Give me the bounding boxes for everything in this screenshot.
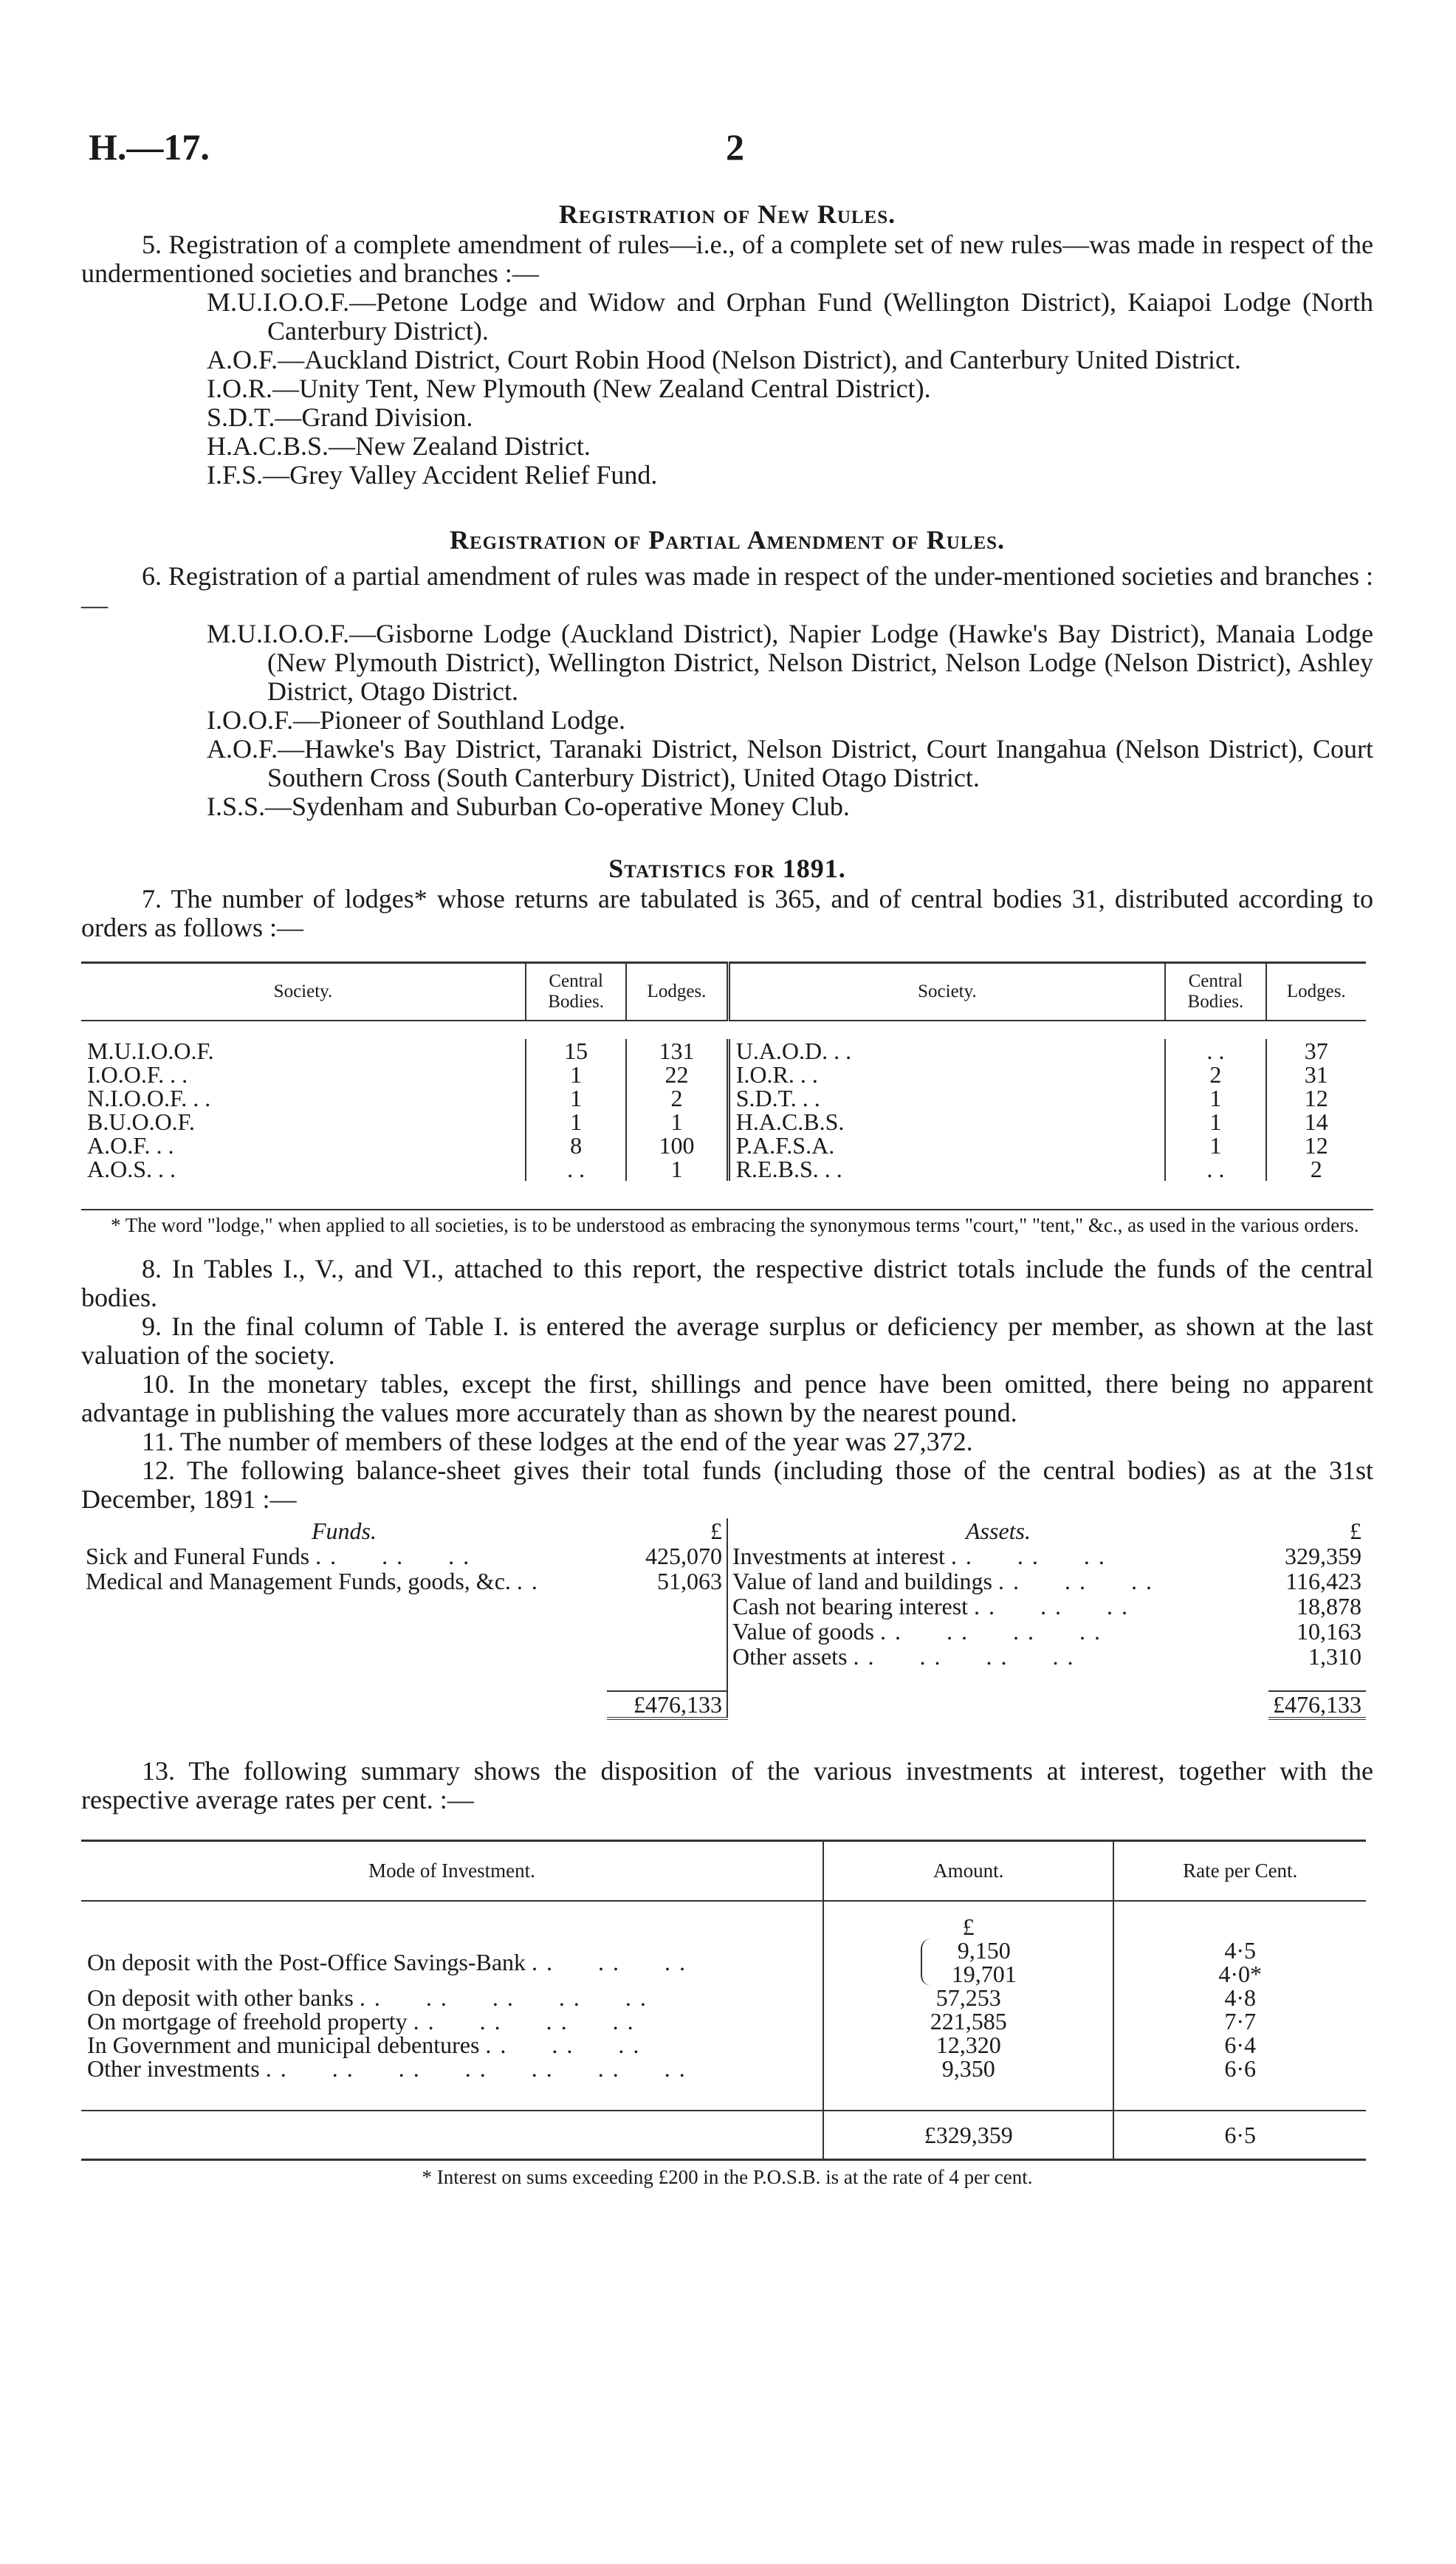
lodges-table	[81, 962, 1366, 1199]
fund-label: Sick and Funeral Funds	[86, 1543, 310, 1569]
new-rules-list	[207, 288, 1373, 490]
funds-total: £476,133	[607, 1691, 727, 1718]
lodges-cell: 1	[626, 1157, 728, 1181]
funds-heading: Funds.	[312, 1518, 377, 1544]
mode-label: Other investments	[87, 2055, 260, 2082]
lodges-cell: 14	[1266, 1110, 1366, 1134]
table-row	[81, 1619, 1366, 1644]
society-cell	[728, 1110, 1165, 1134]
lodges-cell: 12	[1266, 1134, 1366, 1157]
society-name: S.D.T. . .	[735, 1085, 820, 1111]
paragraph-12: 12. The following balance-sheet gives their total funds (including those of the central bodies) as at the 31st December, 1891 :—	[81, 1456, 1373, 1514]
leader-dots: . . . . . . . .	[853, 1643, 1075, 1670]
table-row	[81, 1110, 1366, 1134]
central-bodies-cell: 8	[526, 1134, 626, 1157]
leader-dots: . . . . . .	[315, 1543, 471, 1569]
central-bodies-cell: . .	[1165, 1157, 1266, 1181]
paragraph-9: 9. In the final column of Table I. is entered the average surplus or deficiency per member, as shown at the last valuation of the society.	[81, 1312, 1373, 1370]
asset-value-cell: 116,423	[1285, 1568, 1361, 1594]
fund-label-cell	[81, 1594, 607, 1619]
asset-label: Investments at interest	[732, 1543, 945, 1569]
leader-dots: . . . . . .	[950, 1543, 1106, 1569]
table-row	[81, 1543, 1366, 1569]
society-cell	[81, 1063, 526, 1086]
central-bodies-cell: 1	[526, 1063, 626, 1086]
central-bodies-cell: 1	[1165, 1134, 1266, 1157]
lodges-cell: 100	[626, 1134, 728, 1157]
document-page	[81, 126, 1373, 2189]
asset-label: Value of land and buildings	[732, 1568, 992, 1594]
rate-value: 6·4	[1113, 2033, 1366, 2057]
mode-label: On mortgage of freehold property	[87, 2008, 408, 2035]
lodges-cell: 37	[1266, 1039, 1366, 1063]
mode-label: On deposit with other banks	[87, 1984, 354, 2011]
rate-value: 7·7	[1113, 2009, 1366, 2033]
col-mode-of-investment: Mode of Investment.	[368, 1859, 535, 1882]
fund-label-cell	[81, 1543, 607, 1569]
pound-sign: £	[1350, 1518, 1361, 1544]
mode-cell	[81, 2033, 823, 2057]
col-lodges: Lodges.	[626, 963, 728, 1021]
rate-value: 4·0*	[1218, 1961, 1263, 1987]
lodges-cell: 22	[626, 1063, 728, 1086]
table-row	[81, 1939, 1366, 1986]
list-item: M.U.I.O.O.F.—Petone Lodge and Widow and Orphan Fund (Wellington District), Kaiapoi Lodge (North Canterbury District).	[207, 287, 1373, 346]
society-name: M.U.I.O.O.F.	[87, 1038, 214, 1064]
society-cell	[81, 1110, 526, 1134]
footnote-posb: * Interest on sums exceeding £200 in the P.O.S.B. is at the rate of 4 per cent.	[422, 2166, 1033, 2188]
mode-label: In Government and municipal debentures	[87, 2032, 480, 2058]
society-cell	[728, 1063, 1165, 1086]
mode-label: On deposit with the Post-Office Savings-Bank	[87, 1949, 526, 1975]
mode-cell	[81, 1986, 823, 2009]
central-bodies-cell: 1	[526, 1086, 626, 1110]
total-rate: 6·5	[1113, 2111, 1366, 2160]
society-name: A.O.F. . .	[87, 1132, 174, 1159]
society-name: I.O.R. . .	[735, 1061, 818, 1088]
investments-table	[81, 1840, 1366, 2161]
table-row	[81, 1569, 1366, 1594]
assets-heading: Assets.	[727, 1518, 1268, 1543]
mode-cell	[81, 1939, 823, 1986]
document-id: H.—17.	[89, 126, 210, 168]
central-bodies-cell: 2	[1165, 1063, 1266, 1086]
list-item: I.F.S.—Grey Valley Accident Relief Fund.	[207, 460, 658, 490]
society-cell	[81, 1157, 526, 1181]
leader-dots: . . . . . . . . . .	[359, 1984, 648, 2011]
fund-label-cell	[81, 1644, 607, 1669]
heading-statistics: Statistics for 1891.	[608, 854, 846, 883]
amount-value: 9,150	[957, 1937, 1011, 1964]
leader-dots: . .	[516, 1568, 539, 1594]
paragraph-7: 7. The number of lodges* whose returns are tabulated is 365, and of central bodies 31, distributed according to orders as follows :—	[81, 884, 1373, 942]
lodges-cell: 2	[626, 1086, 728, 1110]
total-row	[81, 1691, 1366, 1718]
rate-value: 4·8	[1113, 1986, 1366, 2009]
table-row	[81, 1594, 1366, 1619]
paragraph-10: 10. In the monetary tables, except the first, shillings and pence have been omitted, there being no apparent advantage in publishing the values more accurately than as shown by the nearest pound.	[81, 1369, 1373, 1427]
society-name: H.A.C.B.S.	[735, 1108, 845, 1135]
central-bodies-cell: 15	[526, 1039, 626, 1063]
fund-value-cell	[607, 1644, 727, 1669]
asset-label-cell	[727, 1569, 1268, 1594]
table-row	[81, 1134, 1366, 1157]
asset-value-cell: 1,310	[1308, 1643, 1361, 1670]
table-spacer	[81, 2080, 1366, 2111]
fund-value-cell	[607, 1594, 727, 1619]
paragraph-13: 13. The following summary shows the disposition of the various investments at interest, together with the respective average rates per cent. :—	[81, 1756, 1373, 1814]
leader-dots: . . . . . . . .	[413, 2008, 635, 2035]
lodges-cell: 2	[1266, 1157, 1366, 1181]
amount-value: 19,701	[951, 1961, 1017, 1987]
society-cell	[728, 1039, 1165, 1063]
asset-label: Other assets	[732, 1643, 848, 1670]
col-society: Society.	[728, 963, 1165, 1021]
balance-header-row	[81, 1518, 1366, 1543]
total-row	[81, 2111, 1366, 2160]
central-bodies-cell: 1	[1165, 1086, 1266, 1110]
col-central-bodies: Central Bodies.	[526, 963, 626, 1021]
col-rate: Rate per Cent.	[1113, 1841, 1366, 1902]
lodges-cell: 1	[626, 1110, 728, 1134]
fund-value-cell: 425,070	[645, 1543, 722, 1569]
fund-value-cell: 51,063	[657, 1568, 722, 1594]
col-amount: Amount.	[823, 1841, 1113, 1902]
asset-value-cell: 329,359	[1285, 1543, 1361, 1569]
table-row	[81, 1086, 1366, 1110]
list-item: A.O.F.—Auckland District, Court Robin Hood (Nelson District), and Canterbury United District.	[207, 345, 1241, 374]
central-bodies-cell: . .	[1165, 1039, 1266, 1063]
list-item: I.O.R.—Unity Tent, New Plymouth (New Zealand Central District).	[207, 374, 931, 403]
asset-label: Cash not bearing interest	[732, 1593, 969, 1619]
asset-value-cell: 18,878	[1297, 1593, 1361, 1619]
col-lodges: Lodges.	[1266, 963, 1366, 1021]
leader-dots: . . . . . .	[532, 1949, 687, 1975]
society-cell	[728, 1086, 1165, 1110]
col-central-bodies: Central Bodies.	[1165, 963, 1266, 1021]
pound-sign: £	[823, 1901, 1113, 1939]
leader-dots: . . . . . .	[997, 1568, 1153, 1594]
society-cell	[81, 1134, 526, 1157]
paragraph-5: 5. Registration of a complete amendment of rules—i.e., of a complete set of new rules—was made in respect of the undermentioned societies and branches :—	[81, 230, 1373, 288]
society-name: N.I.O.O.F. . .	[87, 1085, 211, 1111]
society-name: P.A.F.S.A.	[735, 1132, 835, 1159]
heading-partial-amendment: Registration of Partial Amendment of Rules.	[449, 525, 1006, 555]
society-cell	[728, 1134, 1165, 1157]
col-society: Society.	[273, 981, 333, 1001]
asset-label-cell	[727, 1619, 1268, 1644]
rate-value: 4·5	[1224, 1937, 1257, 1964]
table-row	[81, 1039, 1366, 1063]
society-name: R.E.B.S. . .	[735, 1156, 842, 1182]
heading-new-rules: Registration of New Rules.	[558, 199, 896, 229]
table-row	[81, 2057, 1366, 2080]
lodges-cell: 131	[626, 1039, 728, 1063]
table-row	[81, 1644, 1366, 1669]
leader-dots: . . . . . . . .	[879, 1618, 1102, 1645]
amount-value: 9,350	[823, 2057, 1113, 2080]
fund-label: Medical and Management Funds, goods, &c.	[86, 1568, 511, 1594]
lodges-cell: 31	[1266, 1063, 1366, 1086]
asset-label-cell	[727, 1543, 1268, 1569]
mode-cell	[81, 2057, 823, 2080]
fund-label-cell	[81, 1569, 607, 1594]
pound-row	[81, 1901, 1366, 1939]
balance-sheet	[81, 1518, 1366, 1720]
asset-label-cell	[727, 1594, 1268, 1619]
paragraph-11: 11. The number of members of these lodges at the end of the year was 27,372.	[142, 1427, 973, 1456]
amount-value: 57,253	[823, 1986, 1113, 2009]
society-cell	[81, 1039, 526, 1063]
central-bodies-cell: . .	[526, 1157, 626, 1181]
society-name: A.O.S. . .	[87, 1156, 176, 1182]
society-cell	[81, 1086, 526, 1110]
list-item: M.U.I.O.O.F.—Gisborne Lodge (Auckland District), Napier Lodge (Hawke's Bay District), Manaia Lodge (New Plymouth District), Wellington District, Nelson District, Nelson Lodge (Nelson District), Ashley District, Otago District.	[207, 619, 1373, 706]
mode-cell	[81, 2009, 823, 2033]
partial-amendment-list	[207, 620, 1373, 821]
fund-value-cell	[607, 1619, 727, 1644]
central-bodies-cell: 1	[526, 1110, 626, 1134]
page-number: 2	[726, 126, 744, 168]
amount-value: 221,585	[823, 2009, 1113, 2033]
asset-label: Value of goods	[732, 1618, 874, 1645]
assets-total: £476,133	[1268, 1691, 1366, 1718]
society-name: B.U.O.O.F.	[87, 1108, 195, 1135]
table-row	[81, 1063, 1366, 1086]
society-cell	[728, 1157, 1165, 1181]
society-name: U.A.O.D. . .	[735, 1038, 852, 1064]
leader-dots: . . . . . .	[485, 2032, 641, 2058]
table-row	[81, 2033, 1366, 2057]
list-item: I.O.O.F.—Pioneer of Southland Lodge.	[207, 705, 626, 735]
table-row	[81, 2009, 1366, 2033]
leader-dots: . . . . . .	[974, 1593, 1130, 1619]
paragraph-6: 6. Registration of a partial amendment of rules was made in respect of the under-mentioned societies and branches :—	[81, 561, 1373, 620]
society-name: I.O.O.F. . .	[87, 1061, 188, 1088]
list-item: I.S.S.—Sydenham and Suburban Co-operative Money Club.	[207, 792, 850, 821]
page-header	[81, 126, 1373, 192]
list-item: S.D.T.—Grand Division.	[207, 402, 473, 432]
rate-value: 6·6	[1113, 2057, 1366, 2080]
central-bodies-cell: 1	[1165, 1110, 1266, 1134]
paragraph-8: 8. In Tables I., V., and VI., attached to this report, the respective district totals include the funds of the central bodies.	[81, 1254, 1373, 1312]
table-row	[81, 1157, 1366, 1181]
list-item: A.O.F.—Hawke's Bay District, Taranaki District, Nelson District, Court Inangahua (Nelson District), Court Southern Cross (South Canterbury District), United Otago District.	[207, 734, 1373, 792]
lodges-cell: 12	[1266, 1086, 1366, 1110]
total-amount: £329,359	[823, 2111, 1113, 2160]
leader-dots: . . . . . . . . . . . . . .	[265, 2055, 687, 2082]
amount-value: 12,320	[823, 2033, 1113, 2057]
pound-sign: £	[710, 1518, 722, 1544]
list-item: H.A.C.B.S.—New Zealand District.	[207, 431, 591, 461]
table-row	[81, 1986, 1366, 2009]
footnote-lodge: * The word "lodge," when applied to all societies, is to be understood as embracing the synonymous terms "court," "tent," &c., as used in the various orders.	[81, 1209, 1373, 1237]
fund-label-cell	[81, 1619, 607, 1644]
asset-value-cell: 10,163	[1297, 1618, 1361, 1645]
table-spacer	[81, 1669, 1366, 1691]
brace	[921, 1939, 1017, 1986]
rate-cell	[1113, 1939, 1366, 1986]
asset-label-cell	[727, 1644, 1268, 1669]
amount-cell	[823, 1939, 1113, 1986]
table-spacer	[81, 1181, 1366, 1199]
